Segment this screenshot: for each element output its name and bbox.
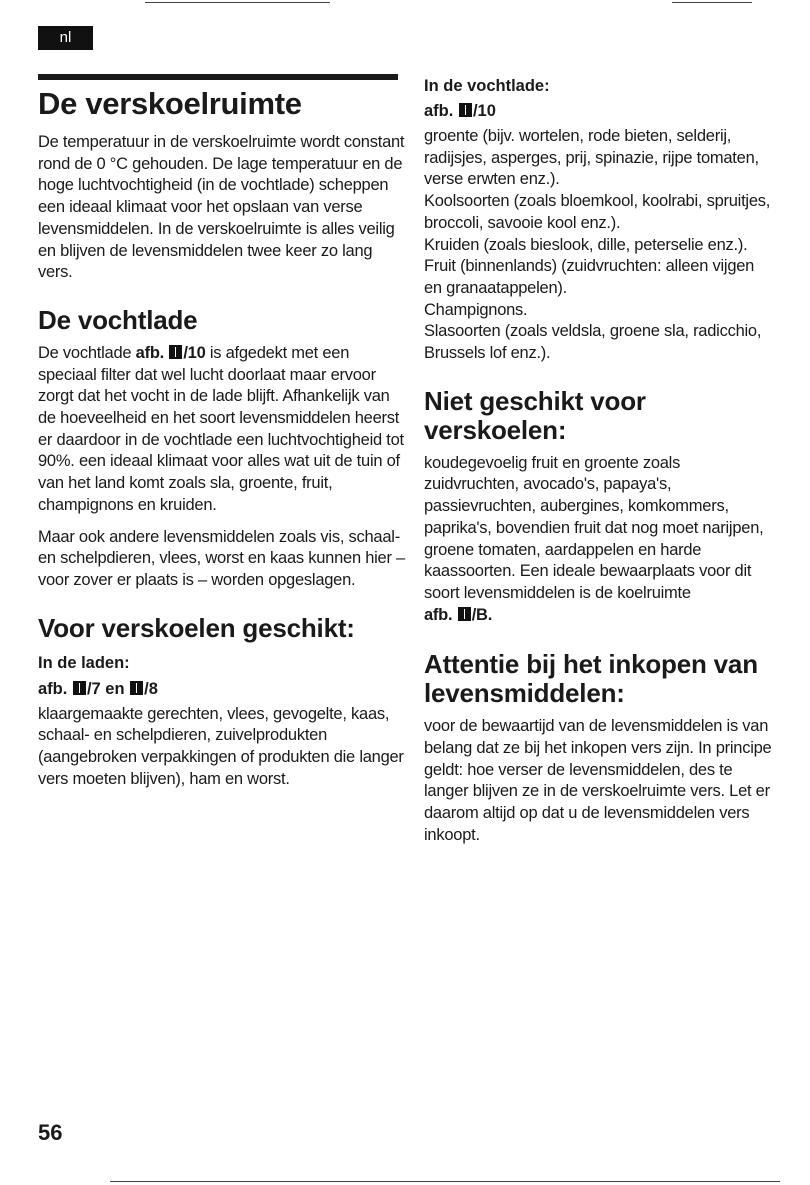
intro-paragraph: De temperatuur in de verskoelruimte wordt constant rond de 0 °C gehouden. De lage temperatuur en de hoge luchtvochtigheid (in de vochtlade) scheppen een ideaal klimaat voor het opslaan van verse levensmiddelen. In de verskoelruimte is alles veilig en blijven de levensmiddelen twee keer zo lang vers. bbox=[38, 133, 405, 282]
figure-reference: afb. /10 bbox=[135, 343, 206, 362]
laden-paragraph: klaargemaakte gerechten, vlees, gevogelte, kaas, schaal- en schelpdieren, zuivelprodukten (aangebroken verpakkingen of produkten die langer vers moeten blijven), ham en worst. bbox=[38, 704, 404, 788]
vochtlade-label: In de vochtlade: bbox=[424, 77, 550, 95]
list-item: Fruit (binnenlands) (zuidvruchten: alleen vijgen en granaatappelen). bbox=[424, 257, 755, 297]
page-title: De verskoelruimte bbox=[38, 86, 302, 121]
attentie-paragraph: voor de bewaartijd van de levensmiddelen is van belang dat ze bij het inkopen vers zijn. In principe geldt: hoe verser de levensmiddelen, des te langer blijven ze in de verskoelruimte vers. Let er daarom altijd op dat u de levensmiddelen vers inkoopt. bbox=[424, 717, 772, 844]
vochtlade-text-after: is afgedekt met een speciaal filter dat wel lucht doorlaat maar ervoor zorgt dat het vocht in de lade blijft. Afhankelijk van de hoeveelheid en het soort levensmiddelen heerst er daardoor in de vochtlade een luchtvochtigheid tot 90%. een ideaal klimaat voor alles wat uit de tuin of van het land komt zoals sla, groente, fruit, champignons en kruiden. bbox=[38, 343, 404, 514]
list-item: Kruiden (zoals bieslook, dille, peterselie enz.). bbox=[424, 235, 748, 254]
top-edge-rule bbox=[145, 2, 330, 3]
list-item: groente (bijv. wortelen, rode bieten, selderij, radijsjes, asperges, prij, spinazie, rijpe tomaten, verse erwten enz.). bbox=[424, 127, 759, 189]
attentie-heading: Attentie bij het inkopen van levensmiddelen: bbox=[424, 649, 758, 709]
book-icon bbox=[169, 345, 182, 359]
vochtlade-figure-reference: afb. /10 bbox=[424, 102, 496, 120]
list-item: Koolsoorten (zoals bloemkool, koolrabi, spruitjes, broccoli, savooie kool enz.). bbox=[424, 192, 771, 232]
book-icon bbox=[73, 681, 86, 695]
vochtlade-text-before: De vochtlade bbox=[38, 343, 136, 362]
bottom-rule bbox=[110, 1181, 780, 1182]
vochtlade-paragraph bbox=[38, 343, 406, 517]
list-item: Champignons. bbox=[424, 300, 528, 319]
book-icon bbox=[459, 103, 472, 117]
section-rule bbox=[38, 74, 398, 80]
vochtlade-heading: De vochtlade bbox=[38, 304, 198, 335]
language-tab: nl bbox=[38, 26, 93, 50]
geschikt-heading: Voor verskoelen geschikt: bbox=[38, 612, 355, 643]
niet-geschikt-paragraph: koudegevoelig fruit en groente zoals zuidvruchten, avocado's, papaya's, passievruchten, aubergines, komkommers, paprika's, bovendien fruit dat nog moet narijpen, groene tomaten, aardappelen en harde kaassoorten. Een ideale bewaarplaats voor dit soort levensmiddelen is de koelruimte afb. /B. bbox=[424, 453, 764, 624]
laden-label: In de laden: bbox=[38, 653, 130, 672]
list-item: Slasoorten (zoals veldsla, groene sla, radicchio, Brussels lof enz.). bbox=[424, 322, 762, 363]
top-edge-rule bbox=[672, 2, 752, 3]
book-icon bbox=[458, 607, 471, 621]
page-number: 56 bbox=[38, 1120, 63, 1145]
niet-geschikt-heading: Niet geschikt voor verskoelen: bbox=[424, 385, 646, 445]
vochtlade-items bbox=[424, 126, 774, 365]
right-column bbox=[424, 76, 774, 847]
vochtlade-paragraph-2: Maar ook andere levensmiddelen zoals vis, schaal- en schelpdieren, vlees, worst en kaas kunnen hier – voor zover er plaats is – worden opgeslagen. bbox=[38, 527, 405, 589]
left-column bbox=[38, 86, 406, 790]
book-icon bbox=[130, 681, 143, 695]
laden-figure-reference: afb. /7 en /8 bbox=[38, 679, 158, 698]
figure-reference: afb. /B. bbox=[424, 605, 493, 624]
